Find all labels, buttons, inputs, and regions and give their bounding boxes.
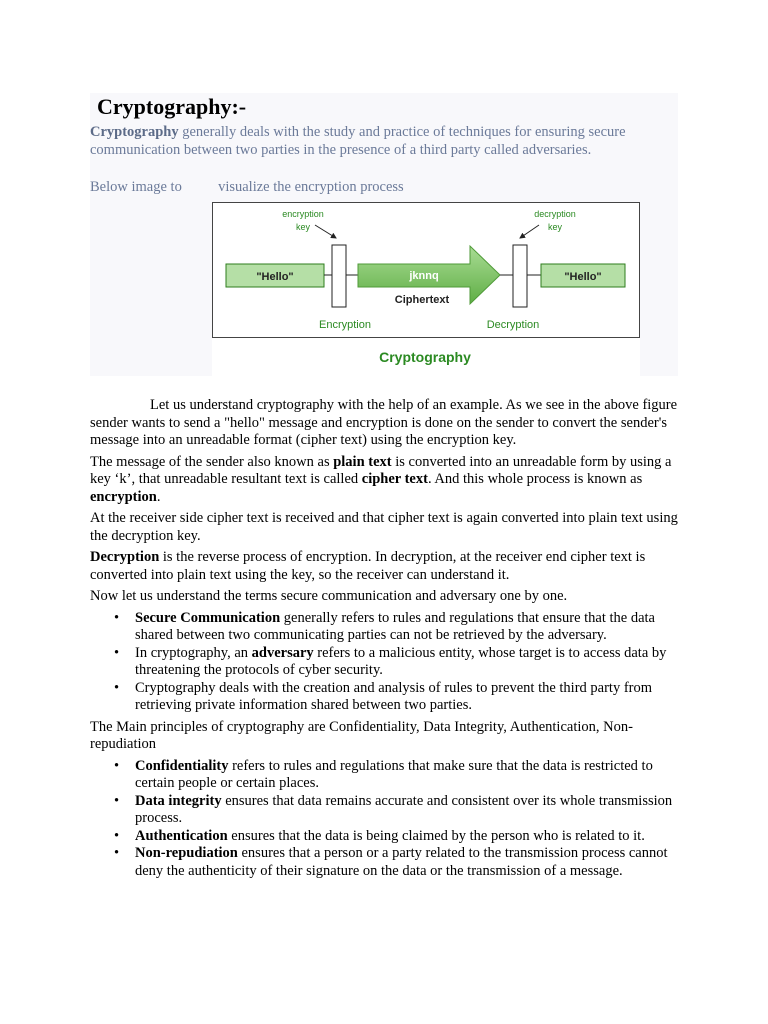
list-item-text: refers to a malicious entity, whose target is to access data by threatening the protocols of cyber security. bbox=[135, 644, 667, 678]
list-item bbox=[135, 793, 680, 828]
encryption-diagram bbox=[212, 202, 640, 376]
list-item-text: ensures that data remains accurate and consistent over its whole transmission process. bbox=[135, 792, 673, 826]
decryption-key-bar bbox=[513, 245, 527, 307]
page-title: Cryptography:- bbox=[97, 94, 247, 119]
paragraph-plain-text bbox=[90, 454, 680, 507]
list-item-term: Confidentiality bbox=[135, 757, 229, 774]
ciphertext-value: jknnq bbox=[409, 270, 439, 282]
principles-list bbox=[90, 758, 680, 881]
list-item bbox=[135, 828, 680, 846]
list-item-pre: Cryptography deals with the creation and analysis of rules to prevent the third party from retrieving private information shared between two parties. bbox=[135, 679, 653, 713]
p2-text-e: . And this whole process is known as bbox=[427, 471, 643, 487]
plaintext-left: "Hello" bbox=[256, 271, 294, 283]
p2-bold-encryption: encryption bbox=[90, 488, 157, 505]
intro-paragraph bbox=[90, 123, 670, 159]
p2-bold-cipher-text: cipher text bbox=[361, 471, 428, 487]
paragraph-principles: The Main principles of cryptography are Confidentiality, Data Integrity, Authentication, Non-repudiation bbox=[90, 718, 633, 752]
p4-text: is the reverse process of encryption. In decryption, at the receiver end cipher text is converted into plain text using the key, so the receiver can understand it. bbox=[90, 549, 646, 583]
list-item-term: Data integrity bbox=[135, 792, 222, 809]
list-item bbox=[135, 845, 680, 880]
list-item bbox=[135, 758, 680, 793]
paragraph-decryption bbox=[90, 549, 680, 584]
article-body bbox=[90, 397, 680, 884]
list-item bbox=[135, 680, 680, 715]
figure-caption: Cryptography bbox=[379, 349, 471, 365]
decryption-label: Decryption bbox=[486, 319, 540, 331]
list-item-text: ensures that the data is being claimed by the person who is related to it. bbox=[227, 827, 645, 844]
decryption-key-label-2: key bbox=[547, 222, 563, 232]
encryption-key-label-2: key bbox=[295, 222, 311, 232]
paragraph-receiver: At the receiver side cipher text is received and that cipher text is again converted into plain text using the decryption key. bbox=[90, 510, 678, 544]
list-item bbox=[135, 645, 680, 680]
terms-list bbox=[90, 610, 680, 715]
p2-text-g: . bbox=[156, 488, 161, 505]
intro-term: Cryptography bbox=[90, 124, 179, 140]
list-item-pre: In cryptography, an bbox=[135, 644, 252, 661]
list-item-term: Non-repudiation bbox=[135, 845, 238, 861]
encryption-label: Encryption bbox=[319, 319, 371, 331]
plaintext-right: "Hello" bbox=[564, 271, 602, 283]
list-item-text: generally refers to rules and regulations that ensure that the data shared between two communicating parties can not be retrieved by the adversary. bbox=[135, 609, 655, 643]
paragraph-terms-intro: Now let us understand the terms secure communication and adversary one by one. bbox=[90, 588, 568, 604]
ciphertext-label: Ciphertext bbox=[394, 294, 450, 306]
p2-bold-plain-text: plain text bbox=[333, 453, 392, 470]
list-item-text: ensures that a person or a party related to the transmission process cannot deny the authenticity of their signature on the data or the transmission of a message. bbox=[135, 845, 668, 879]
decryption-key-label-1: decryption bbox=[534, 209, 576, 219]
list-item-text: refers to rules and regulations that make sure that the data is restricted to certain people or certain places. bbox=[135, 757, 653, 791]
image-intro-line: Below image to visualize the encryption process bbox=[90, 179, 404, 195]
intro-text: generally deals with the study and practice of techniques for ensuring secure communication between two parties in the presence of a third party called adversaries. bbox=[90, 124, 626, 158]
paragraph-example: Let us understand cryptography with the help of an example. As we see in the above figure sender wants to send a "hello" message and encryption is done on the sender to convert the sender's message into an unreadable format (cipher text) using the encryption key. bbox=[90, 397, 678, 448]
p2-text-a: The message of the sender also known as bbox=[90, 453, 334, 470]
list-item-term: Secure Communication bbox=[135, 609, 281, 626]
encryption-key-bar bbox=[332, 245, 346, 307]
p4-bold-decryption: Decryption bbox=[90, 549, 160, 565]
list-item-term: adversary bbox=[251, 644, 314, 661]
p2-text-c: is converted into an unreadable form by using a key ‘k’, that unreadable resultant text is called bbox=[90, 453, 672, 487]
list-item-term: Authentication bbox=[135, 827, 228, 844]
encryption-key-label-1: encryption bbox=[282, 209, 324, 219]
list-item bbox=[135, 610, 680, 645]
